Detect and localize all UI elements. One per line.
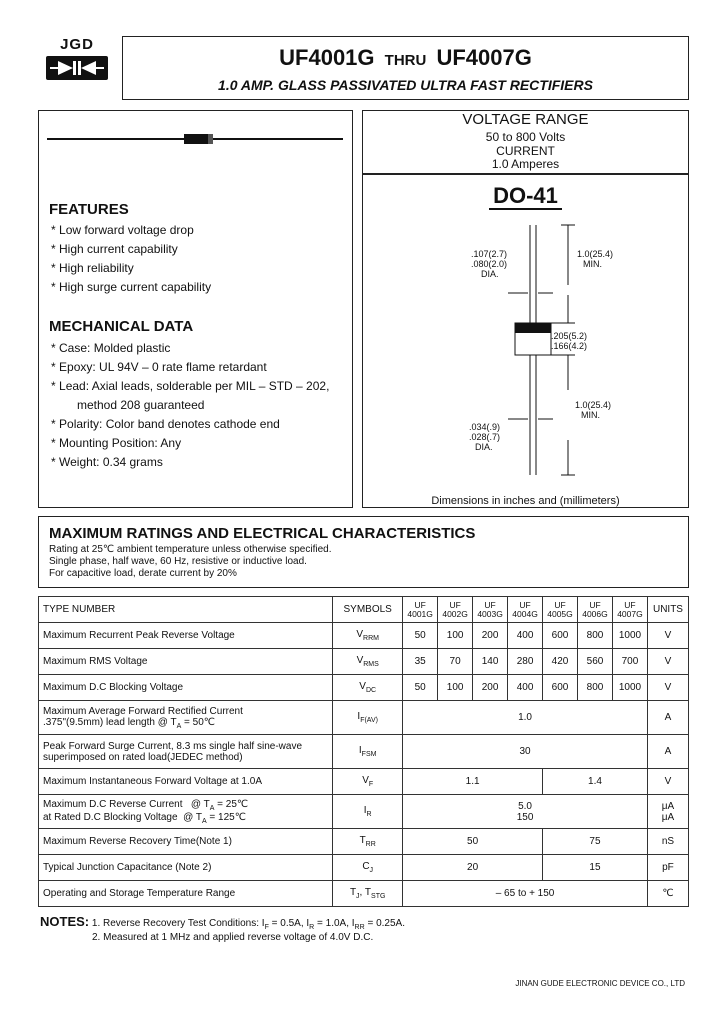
table-row: [39, 855, 689, 881]
symbol: $I_{FSM}$: [333, 735, 403, 769]
symbol: $I_R$: [333, 795, 403, 829]
unit: μA μA: [647, 795, 688, 829]
part-to: UF4007G: [436, 45, 532, 70]
unit: ℃: [647, 881, 688, 907]
symbol: $I_{F(AV)}$: [333, 701, 403, 735]
voltage-range-title: VOLTAGE RANGE: [462, 111, 589, 128]
unit: nS: [647, 829, 688, 855]
value: 600: [543, 675, 578, 701]
table-row: [39, 769, 689, 795]
header-part: UF 4005G: [543, 597, 578, 623]
brand-name: JGD: [60, 36, 94, 53]
value: 30: [403, 735, 648, 769]
value: 50: [403, 675, 438, 701]
package-name: DO-41: [363, 183, 688, 209]
ratings-table: [38, 596, 689, 907]
header-symbols: SYMBOLS: [333, 597, 403, 623]
mechanical-item: * Polarity: Color band denotes cathode end: [51, 417, 280, 431]
header-part: UF 4006G: [578, 597, 613, 623]
feature-item: * High current capability: [51, 242, 178, 256]
param-name: Typical Junction Capacitance (Note 2): [39, 855, 333, 881]
value: 560: [578, 649, 613, 675]
value: 400: [508, 623, 543, 649]
value: 420: [543, 649, 578, 675]
dim-dia-bot: .080(2.0): [471, 259, 508, 269]
header-units: UNITS: [647, 597, 688, 623]
value: 800: [578, 623, 613, 649]
table-row: [39, 735, 689, 769]
header-type-number: TYPE NUMBER: [39, 597, 333, 623]
table-row: [39, 881, 689, 907]
param-name: Peak Forward Surge Current, 8.3 ms single half sine-wave superimposed on rated load(JEDEC method): [39, 735, 333, 769]
mechanical-item: * Mounting Position: Any: [51, 436, 182, 450]
unit: V: [647, 675, 688, 701]
param-name: Maximum Reverse Recovery Time(Note 1): [39, 829, 333, 855]
note-1: NOTES: 1. Reverse Recovery Test Conditions: $I_F = 0.5A$, $I_R = 1.0A$, $I_{RR} = 0.25A$.: [40, 914, 405, 931]
param-name: Maximum D.C Blocking Voltage: [39, 675, 333, 701]
ratings-note: For capacitive load, derate current by 20%: [49, 568, 237, 579]
table-row: [39, 675, 689, 701]
voltage-range-value: 50 to 800 Volts: [485, 130, 566, 144]
value: 800: [578, 675, 613, 701]
symbol: $V_{RMS}$: [333, 649, 403, 675]
ratings-box: [38, 516, 689, 588]
brand-logo: [46, 56, 108, 80]
footer-company: JINAN GUDE ELECTRONIC DEVICE CO., LTD: [515, 979, 685, 988]
param-name: Maximum Average Forward Rectified Current .375"(9.5mm) lead length @ $T_A$ = 50℃: [39, 701, 333, 735]
mechanical-title: MECHANICAL DATA: [49, 318, 194, 335]
dim-lead-bot: .028(.7): [469, 432, 501, 442]
value: 200: [473, 675, 508, 701]
value: 75: [543, 829, 648, 855]
mechanical-item: * Case: Molded plastic: [51, 341, 171, 355]
diode-logo-icon: [46, 56, 108, 80]
value: 200: [473, 623, 508, 649]
features-panel: [38, 110, 353, 508]
table-row: [39, 623, 689, 649]
header-part: UF 4004G: [508, 597, 543, 623]
package-drawing: [363, 175, 688, 505]
dim-lead-len-top: 1.0(25.4): [577, 249, 614, 259]
value: 1.4: [543, 769, 648, 795]
dim-body-top: .205(5.2): [551, 331, 588, 341]
value: 35: [403, 649, 438, 675]
brand-block: [38, 36, 116, 86]
param-name: Maximum Recurrent Peak Reverse Voltage: [39, 623, 333, 649]
dim-min-bot: MIN.: [581, 410, 600, 420]
value: 50: [403, 829, 543, 855]
package-box: [362, 174, 689, 508]
dim-dia-top: .107(2.7): [471, 249, 508, 259]
unit: V: [647, 649, 688, 675]
ratings-title: MAXIMUM RATINGS AND ELECTRICAL CHARACTERISTICS: [49, 525, 476, 542]
note-2: 2. Measured at 1 MHz and applied reverse voltage of 4.0V D.C.: [92, 932, 374, 943]
param-name: Operating and Storage Temperature Range: [39, 881, 333, 907]
value: – 65 to + 150: [403, 881, 648, 907]
value: 400: [508, 675, 543, 701]
value: 1.1: [403, 769, 543, 795]
dimensions-footnote: Dimensions in inches and (millimeters): [431, 495, 620, 507]
unit: A: [647, 701, 688, 735]
dim-dia2-label: DIA.: [475, 442, 493, 452]
title-box: [122, 36, 689, 100]
value: 100: [438, 623, 473, 649]
unit: A: [647, 735, 688, 769]
table-header-row: [39, 597, 689, 623]
ratings-note: Single phase, half wave, 60 Hz, resistive or inductive load.: [49, 556, 307, 567]
header-part: UF 4002G: [438, 597, 473, 623]
value: 600: [543, 623, 578, 649]
unit: V: [647, 623, 688, 649]
table-row: [39, 829, 689, 855]
table-row: [39, 795, 689, 829]
dim-dia-label: DIA.: [481, 269, 499, 279]
unit: pF: [647, 855, 688, 881]
param-name: Maximum D.C Reverse Current @ $T_A$ = 25℃ at Rated D.C Blocking Voltage @ $T_A$ = 125℃: [39, 795, 333, 829]
mechanical-item: * Epoxy: UL 94V – 0 rate flame retardant: [51, 360, 267, 374]
features-title: FEATURES: [49, 201, 129, 218]
value: 15: [543, 855, 648, 881]
dim-lead-len-bot: 1.0(25.4): [575, 400, 612, 410]
value: 700: [612, 649, 647, 675]
param-name: Maximum RMS Voltage: [39, 649, 333, 675]
value: 20: [403, 855, 543, 881]
feature-item: * High surge current capability: [51, 280, 212, 294]
symbol: $C_J$: [333, 855, 403, 881]
value: 1000: [612, 675, 647, 701]
symbol: $V_{RRM}$: [333, 623, 403, 649]
diode-illustration: [47, 131, 343, 147]
current-value: 1.0 Amperes: [491, 157, 560, 171]
thru-label: THRU: [384, 52, 427, 69]
value: 50: [403, 623, 438, 649]
feature-item: * High reliability: [51, 261, 134, 275]
notes: [40, 914, 405, 943]
value: 5.0 150: [403, 795, 648, 829]
value: 1.0: [403, 701, 648, 735]
ratings-note: Rating at 25℃ ambient temperature unless otherwise specified.: [49, 544, 332, 555]
page-title: [123, 45, 688, 71]
voltage-range-box: [362, 110, 689, 174]
symbol: $V_F$: [333, 769, 403, 795]
dim-body-bot: .166(4.2): [551, 341, 588, 351]
table-row: [39, 649, 689, 675]
value: 1000: [612, 623, 647, 649]
symbol: $T_{RR}$: [333, 829, 403, 855]
header-part: UF 4001G: [403, 597, 438, 623]
dim-min-top: MIN.: [583, 259, 602, 269]
symbol: $V_{DC}$: [333, 675, 403, 701]
value: 280: [508, 649, 543, 675]
mechanical-item: * Weight: 0.34 grams: [51, 455, 163, 469]
value: 70: [438, 649, 473, 675]
part-from: UF4001G: [279, 45, 375, 70]
feature-item: * Low forward voltage drop: [51, 223, 194, 237]
page-subtitle: 1.0 AMP. GLASS PASSIVATED ULTRA FAST RECTIFIERS: [218, 77, 593, 93]
table-row: [39, 701, 689, 735]
header-part: UF 4007G: [612, 597, 647, 623]
mechanical-item: method 208 guaranteed: [77, 398, 205, 412]
value: 140: [473, 649, 508, 675]
value: 100: [438, 675, 473, 701]
symbol: $T_J$, $T_{STG}$: [333, 881, 403, 907]
param-name: Maximum Instantaneous Forward Voltage at 1.0A: [39, 769, 333, 795]
dim-lead-top: .034(.9): [469, 422, 501, 432]
header-part: UF 4003G: [473, 597, 508, 623]
unit: V: [647, 769, 688, 795]
current-label: CURRENT: [496, 144, 555, 158]
mechanical-item: * Lead: Axial leads, solderable per MIL – STD – 202,: [51, 379, 330, 393]
